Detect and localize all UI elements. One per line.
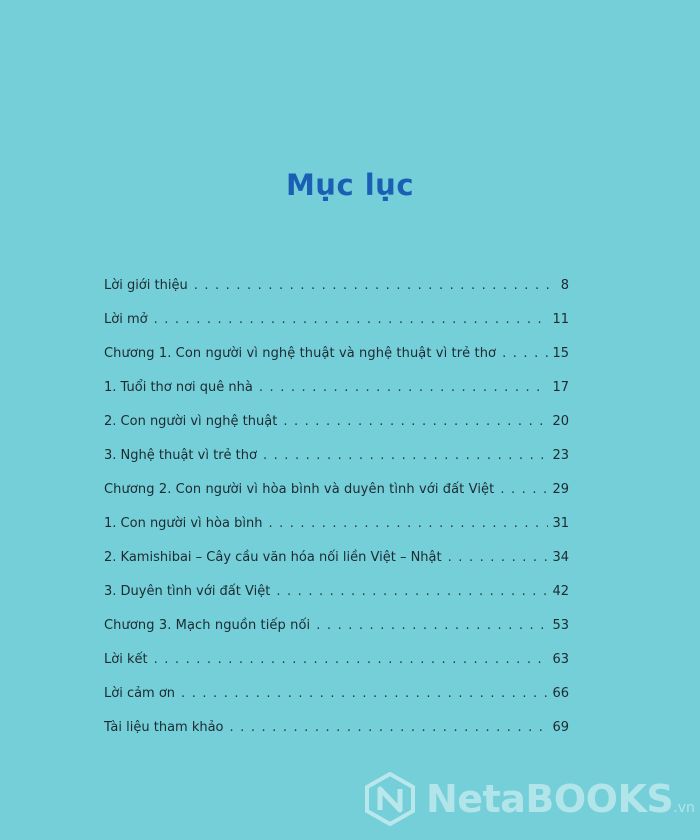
dot-leader bbox=[448, 550, 549, 565]
toc-entry-page: 17 bbox=[552, 380, 569, 395]
toc-entry bbox=[104, 516, 569, 550]
toc-entry bbox=[104, 550, 569, 584]
toc-entry-page: 23 bbox=[552, 448, 569, 463]
toc-entry-label: 1. Con người vì hòa bình bbox=[104, 516, 263, 531]
toc-entry-label: 2. Kamishibai – Cây cầu văn hóa nối liền Việt – Nhật bbox=[104, 550, 442, 565]
toc-chapter-entry bbox=[104, 482, 569, 516]
toc-entry-page: 20 bbox=[552, 414, 569, 429]
toc-chapter-entry bbox=[104, 346, 569, 380]
toc-entry bbox=[104, 584, 569, 618]
toc-entry-label: 3. Nghệ thuật vì trẻ thơ bbox=[104, 448, 257, 463]
toc-entry-label: Lời cảm ơn bbox=[104, 686, 176, 701]
watermark-brand: NetaBOOKS bbox=[426, 777, 674, 821]
dot-leader bbox=[316, 618, 548, 633]
toc-entry-page: 15 bbox=[552, 346, 569, 361]
table-of-contents bbox=[104, 278, 569, 754]
watermark-text bbox=[426, 777, 695, 821]
dot-leader bbox=[502, 346, 548, 361]
netabooks-watermark bbox=[364, 768, 700, 830]
toc-title: Mục lục bbox=[285, 168, 415, 202]
toc-entry bbox=[104, 312, 569, 346]
toc-entry-page: 29 bbox=[552, 482, 569, 497]
toc-entry-page: 8 bbox=[560, 278, 569, 293]
toc-entry-page: 34 bbox=[552, 550, 569, 565]
toc-entry-page: 66 bbox=[552, 686, 569, 701]
dot-leader bbox=[181, 686, 548, 701]
toc-entry-label: Chương 1. Con người vì nghệ thuật và nghệ thuật vì trẻ thơ bbox=[104, 346, 497, 361]
toc-entry-label: 3. Duyên tình với đất Việt bbox=[104, 584, 271, 599]
toc-entry-label: Lời mở bbox=[104, 312, 148, 327]
toc-entry bbox=[104, 720, 569, 754]
watermark-suffix: .vn bbox=[673, 800, 695, 816]
dot-leader bbox=[500, 482, 548, 497]
toc-entry bbox=[104, 278, 569, 312]
dot-leader bbox=[230, 720, 549, 735]
toc-entry-page: 63 bbox=[552, 652, 569, 667]
dot-leader bbox=[276, 584, 548, 599]
toc-entry bbox=[104, 380, 569, 414]
toc-entry-page: 42 bbox=[552, 584, 569, 599]
toc-entry-label: Lời giới thiệu bbox=[104, 278, 188, 293]
toc-entry bbox=[104, 686, 569, 720]
toc-entry-label: 1. Tuổi thơ nơi quê nhà bbox=[104, 380, 253, 395]
netabooks-logo-icon bbox=[364, 772, 416, 826]
toc-entry-page: 53 bbox=[552, 618, 569, 633]
toc-entry-page: 31 bbox=[552, 516, 569, 531]
toc-entry bbox=[104, 414, 569, 448]
dot-leader bbox=[283, 414, 548, 429]
toc-entry bbox=[104, 448, 569, 482]
toc-entry-label: Lời kết bbox=[104, 652, 148, 667]
toc-entry-label: Chương 2. Con người vì hòa bình và duyên tình với đất Việt bbox=[104, 482, 495, 497]
toc-entry-page: 69 bbox=[552, 720, 569, 735]
toc-chapter-entry bbox=[104, 618, 569, 652]
toc-entry-label: 2. Con người vì nghệ thuật bbox=[104, 414, 278, 429]
dot-leader bbox=[154, 652, 549, 667]
dot-leader bbox=[263, 448, 549, 463]
dot-leader bbox=[154, 312, 549, 327]
dot-leader bbox=[268, 516, 548, 531]
dot-leader bbox=[259, 380, 549, 395]
dot-leader bbox=[194, 278, 557, 293]
toc-entry-label: Tài liệu tham khảo bbox=[104, 720, 224, 735]
toc-entry-label: Chương 3. Mạch nguồn tiếp nối bbox=[104, 618, 311, 633]
toc-entry bbox=[104, 652, 569, 686]
toc-entry-page: 11 bbox=[552, 312, 569, 327]
